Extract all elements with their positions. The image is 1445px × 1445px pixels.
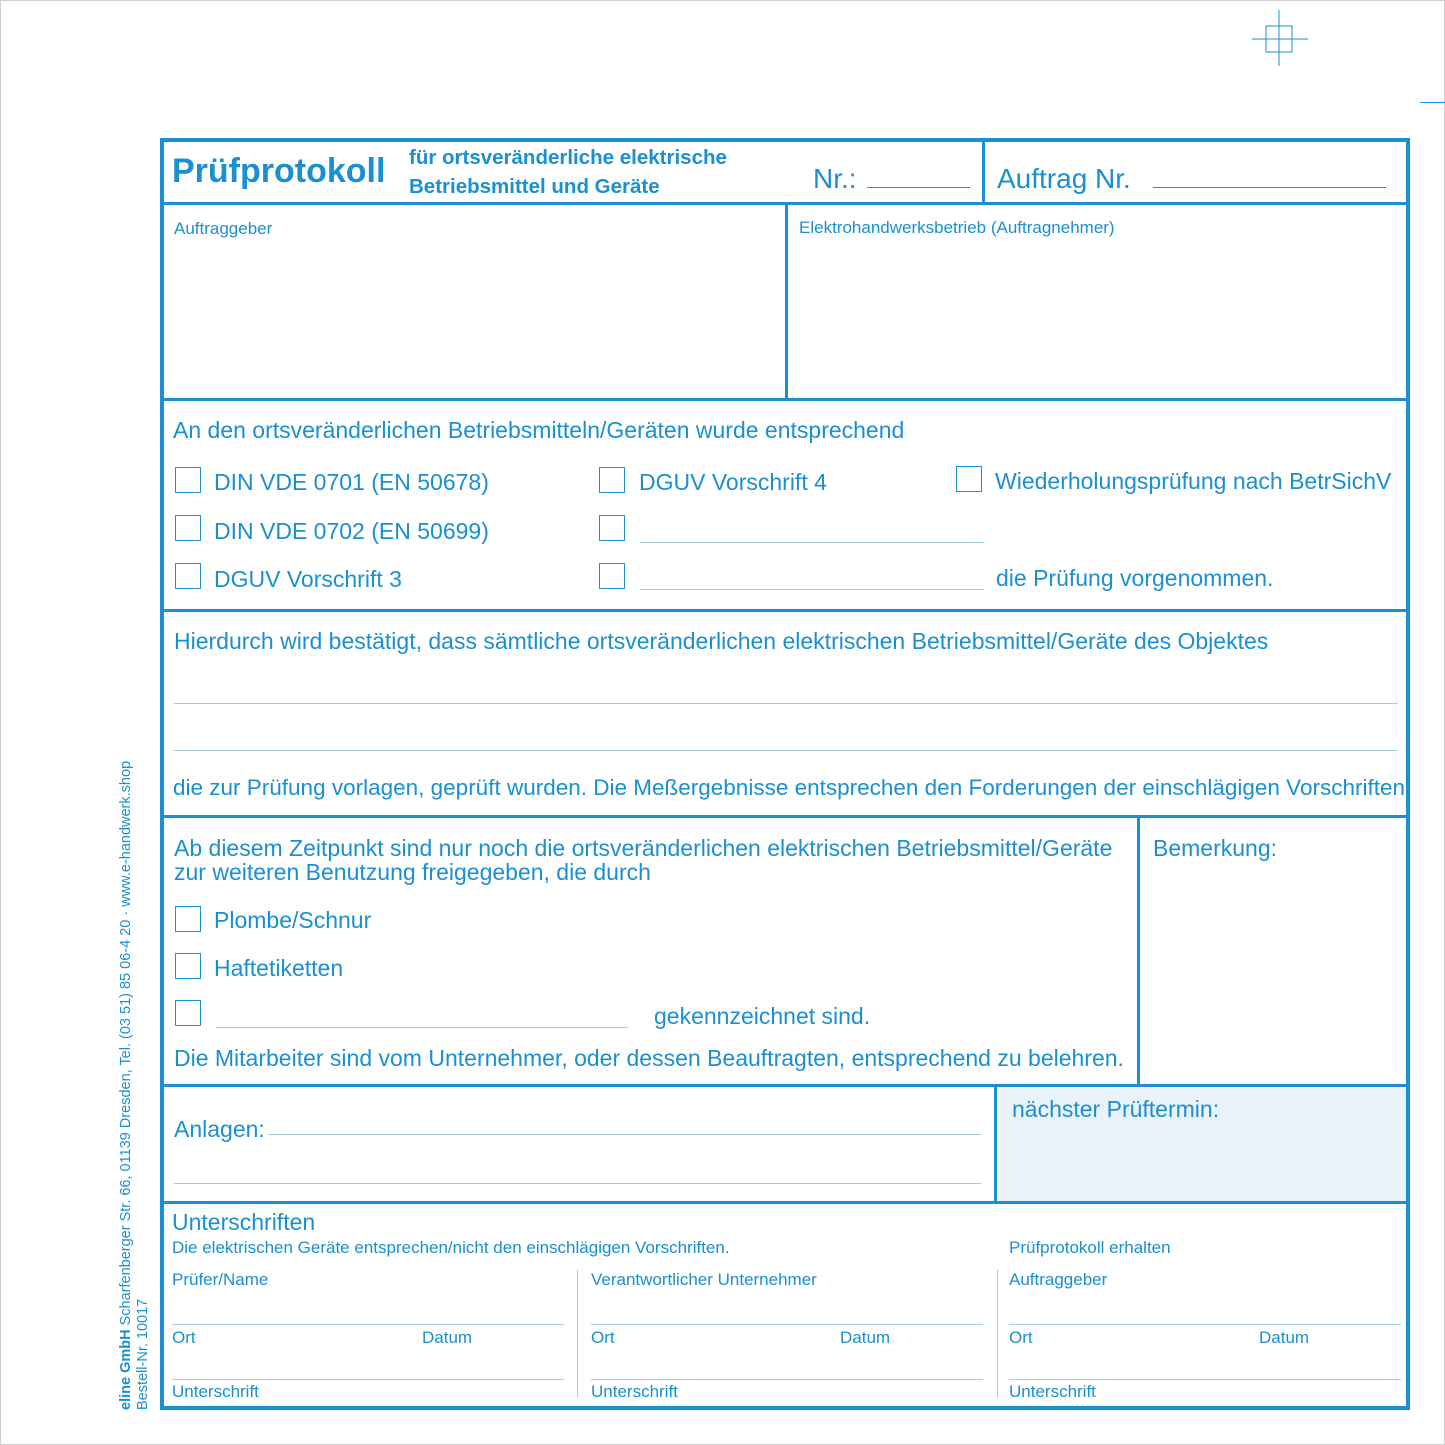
- place-date-input-line[interactable]: [591, 1379, 983, 1380]
- place-label: Ort: [172, 1328, 196, 1347]
- label-wiederholungspruefung: Wiederholungsprüfung nach BetrSichV: [995, 468, 1392, 494]
- checkbox-plombe-schnur[interactable]: [175, 906, 201, 932]
- auftrag-nr-input-line[interactable]: [1153, 187, 1386, 188]
- checkbox-din-vde-0702[interactable]: [175, 515, 201, 541]
- auftrag-nr-label: Auftrag Nr.: [997, 163, 1131, 194]
- date-label: Datum: [1259, 1328, 1310, 1347]
- confirmation-line2: die zur Prüfung vorlagen, geprüft wurden. Die Meßergebnisse entsprechen den Forderungen der einschlägigen Vorschriften.: [173, 775, 1412, 800]
- custom-standard-2-line[interactable]: [640, 589, 984, 590]
- divider-standards: [162, 609, 1408, 612]
- signatures-statement: Die elektrischen Geräte entsprechen/nicht den einschlägigen Vorschriften.: [172, 1238, 730, 1257]
- protocol-received-label: Prüfprotokoll erhalten: [1009, 1238, 1171, 1257]
- divider-confirmation: [162, 815, 1408, 818]
- next-test-label: nächster Prüftermin:: [1012, 1096, 1220, 1122]
- name-input-line[interactable]: [1009, 1324, 1401, 1325]
- checkbox-haftetiketten[interactable]: [175, 953, 201, 979]
- label-dguv-4: DGUV Vorschrift 4: [639, 469, 827, 495]
- divider-attachments: [162, 1201, 1408, 1204]
- place-label: Ort: [1009, 1328, 1033, 1347]
- attachments-line-1[interactable]: [268, 1134, 981, 1135]
- label-dguv-3: DGUV Vorschrift 3: [214, 566, 402, 592]
- checkbox-custom-standard-1[interactable]: [599, 515, 625, 541]
- checkbox-wiederholungspruefung[interactable]: [956, 466, 982, 492]
- label-din-vde-0702: DIN VDE 0702 (EN 50699): [214, 518, 489, 544]
- signature-label: Unterschrift: [591, 1382, 678, 1401]
- checkbox-dguv-3[interactable]: [175, 563, 201, 589]
- imprint-address: Scharfenberger Str. 66, 01139 Dresden, Tel. (03 51) 85 06-4 20 · www.e-handwerk.shop: [118, 760, 134, 1326]
- signature-column-divider: [997, 1270, 998, 1397]
- client-label: Auftraggeber: [174, 219, 273, 238]
- signature-label: Unterschrift: [172, 1382, 259, 1401]
- nr-input-line[interactable]: [867, 187, 970, 188]
- object-input-line-1[interactable]: [174, 703, 1398, 704]
- form-subtitle-line2: Betriebsmittel und Geräte: [409, 175, 660, 198]
- marked-suffix: gekennzeichnet sind.: [654, 1003, 871, 1029]
- release-line2: zur weiteren Benutzung freigegeben, die durch: [174, 859, 651, 885]
- label-haftetiketten: Haftetiketten: [214, 955, 344, 981]
- attachments-label: Anlagen:: [174, 1116, 265, 1142]
- remark-label: Bemerkung:: [1153, 835, 1278, 861]
- crop-mark: [1420, 102, 1445, 103]
- signature-role-label: Prüfer/Name: [172, 1270, 269, 1289]
- custom-standard-1-line[interactable]: [640, 542, 984, 543]
- imprint: [118, 761, 152, 1410]
- signature-label: Unterschrift: [1009, 1382, 1096, 1401]
- divider-next-test-vertical: [994, 1086, 997, 1203]
- imprint-company: eline GmbH: [118, 1329, 134, 1410]
- date-label: Datum: [840, 1328, 891, 1347]
- custom-marking-line[interactable]: [216, 1027, 628, 1028]
- name-input-line[interactable]: [591, 1324, 983, 1325]
- place-label: Ort: [591, 1328, 615, 1347]
- place-date-input-line[interactable]: [172, 1379, 564, 1380]
- name-input-line[interactable]: [172, 1324, 564, 1325]
- attachments-line-2[interactable]: [174, 1183, 981, 1184]
- instruction-text: Die Mitarbeiter sind vom Unternehmer, oder dessen Beauftragten, entsprechend zu belehren.: [174, 1045, 1124, 1071]
- divider-parties-vertical: [785, 204, 788, 400]
- nr-label: Nr.:: [813, 163, 857, 194]
- checkbox-custom-standard-2[interactable]: [599, 563, 625, 589]
- contractor-label: Elektrohandwerksbetrieb (Auftragnehmer): [799, 218, 1115, 237]
- registration-mark-icon: [1250, 10, 1310, 68]
- divider-header-vertical: [982, 140, 985, 204]
- object-input-line-2[interactable]: [174, 750, 1398, 751]
- imprint-order-nr: Bestell-Nr. 10017: [135, 1298, 151, 1410]
- divider-release: [162, 1084, 1408, 1087]
- signatures-title: Unterschriften: [172, 1209, 316, 1235]
- form-subtitle-line1: für ortsveränderliche elektrische: [409, 146, 727, 169]
- divider-remark-vertical: [1137, 817, 1140, 1086]
- checkbox-dguv-4[interactable]: [599, 467, 625, 493]
- checkbox-din-vde-0701[interactable]: [175, 467, 201, 493]
- signature-role-label: Auftraggeber: [1009, 1270, 1108, 1289]
- release-line1: Ab diesem Zeitpunkt sind nur noch die ortsveränderlichen elektrischen Betriebsmittel/Geräte: [174, 835, 1113, 861]
- confirmation-line1: Hierdurch wird bestätigt, dass sämtliche ortsveränderlichen elektrischen Betriebsmittel/Geräte des Objektes: [174, 628, 1269, 654]
- date-label: Datum: [422, 1328, 473, 1347]
- form-title: Prüfprotokoll: [172, 152, 386, 190]
- label-plombe-schnur: Plombe/Schnur: [214, 907, 372, 933]
- place-date-input-line[interactable]: [1009, 1379, 1401, 1380]
- label-din-vde-0701: DIN VDE 0701 (EN 50678): [214, 469, 489, 495]
- signature-role-label: Verantwortlicher Unternehmer: [591, 1270, 817, 1289]
- standards-intro: An den ortsveränderlichen Betriebsmitteln/Geräten wurde entsprechend: [173, 417, 905, 443]
- checkbox-custom-marking[interactable]: [175, 1000, 201, 1026]
- signature-column-divider: [577, 1270, 578, 1397]
- standards-suffix: die Prüfung vorgenommen.: [996, 565, 1274, 591]
